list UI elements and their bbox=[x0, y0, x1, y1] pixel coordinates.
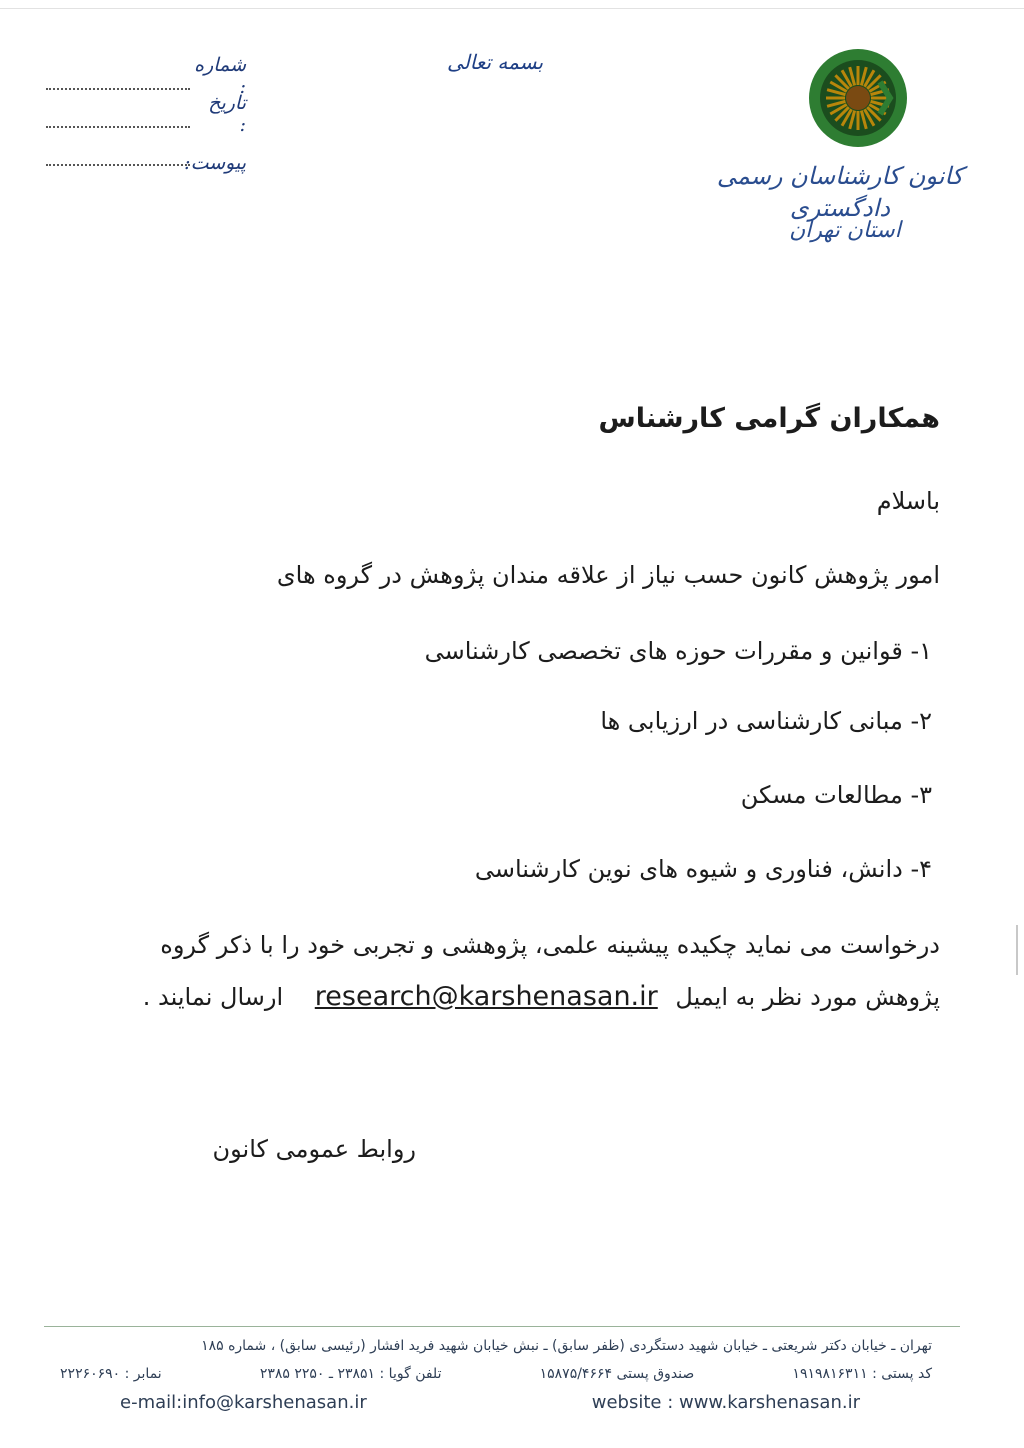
list-item: ۲- مبانی کارشناسی در ارزیابی ها bbox=[600, 707, 932, 735]
list-item: ۱- قوانین و مقررات حوزه های تخصصی کارشناسی bbox=[424, 637, 932, 665]
meta-number-field bbox=[46, 87, 190, 90]
request-line-2-end: ارسال نمایند . bbox=[142, 983, 284, 1011]
request-line-2-start: پژوهش مورد نظر به ایمیل bbox=[675, 983, 940, 1011]
scan-edge-mark bbox=[1016, 925, 1018, 975]
meta-attachment-field bbox=[46, 163, 190, 166]
footer-email-link[interactable]: e-mail:info@karshenasan.ir bbox=[120, 1392, 367, 1413]
meta-date-row bbox=[46, 92, 246, 136]
footer-divider bbox=[44, 1326, 960, 1327]
organization-name: کانون کارشناسان رسمی دادگستری bbox=[716, 162, 964, 222]
intro-paragraph: امور پژوهش کانون حسب نیاز از علاقه مندان پژوهش در گروه های bbox=[276, 561, 940, 589]
list-item: ۳- مطالعات مسکن bbox=[740, 781, 932, 809]
list-item: ۴- دانش، فناوری و شیوه های نوین کارشناسی bbox=[474, 855, 932, 883]
greeting: باسلام bbox=[876, 487, 940, 515]
page-top-edge bbox=[0, 8, 1024, 9]
footer-web-row bbox=[120, 1392, 860, 1413]
basmala: بسمه تعالی bbox=[446, 50, 544, 74]
organization-province: استان تهران bbox=[789, 218, 901, 243]
request-line-1: درخواست می نماید چکیده پیشینه علمی، پژوهشی و تجربی خود را با ذکر گروه bbox=[160, 931, 940, 959]
letter-meta bbox=[46, 54, 246, 174]
footer-po-box: صندوق پستی ۱۵۸۷۵/۴۶۶۴ bbox=[539, 1366, 695, 1382]
meta-number-label: شماره : bbox=[194, 54, 246, 98]
meta-date-field bbox=[46, 125, 190, 128]
request-line-2 bbox=[60, 980, 940, 1014]
footer-phone: تلفن گویا : ۲۳۸۵۱ ـ ۲۲۵۰ ۲۳۸۵ bbox=[259, 1366, 442, 1382]
footer-postal-code: کد پستی : ۱۹۱۹۸۱۶۳۱۱ bbox=[792, 1366, 932, 1382]
meta-date-label: تاریخ : bbox=[208, 92, 246, 136]
salutation-heading: همکاران گرامی کارشناس bbox=[598, 403, 940, 434]
footer-fax: نمابر : ۲۲۲۶۰۶۹۰ bbox=[60, 1366, 162, 1382]
meta-attachment-row bbox=[46, 136, 246, 174]
signature: روابط عمومی کانون bbox=[212, 1135, 416, 1163]
footer-website-link[interactable]: website : www.karshenasan.ir bbox=[591, 1392, 860, 1413]
research-email-link[interactable]: research@karshenasan.ir bbox=[314, 981, 658, 1012]
footer-address: تهران ـ خیابان دکتر شریعتی ـ خیابان شهید دستگردی (ظفر سابق) ـ نبش خیابان شهید فرید افشار (رئیسی سابق) ، شماره ۱۸۵ bbox=[201, 1338, 932, 1354]
footer-contact-row bbox=[60, 1366, 932, 1382]
organization-logo bbox=[808, 48, 908, 148]
meta-attachment-label: پیوست: bbox=[184, 152, 246, 174]
